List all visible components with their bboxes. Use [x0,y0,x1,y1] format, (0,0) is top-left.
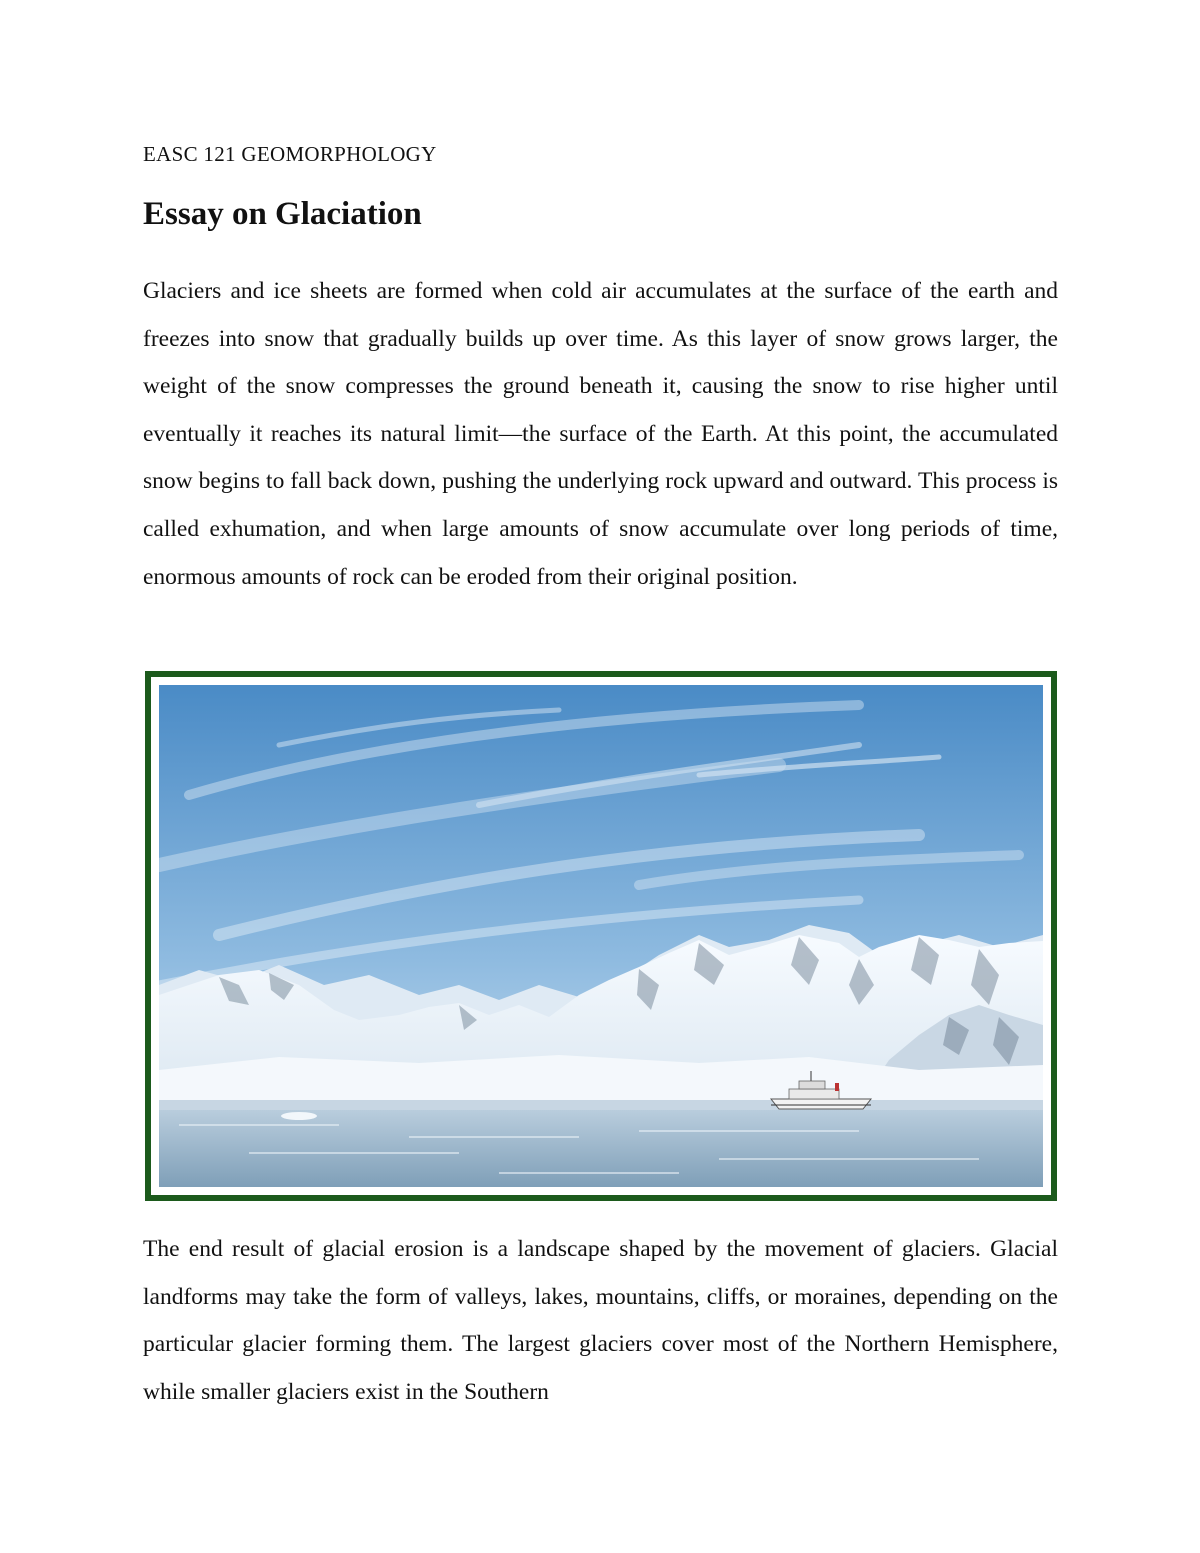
ice-floe [281,1112,317,1120]
glacier-photo [159,685,1043,1187]
essay-title: Essay on Glaciation [143,196,422,232]
paragraph-1: Glaciers and ice sheets are formed when cold air accumulates at the surface of the earth and freezes into snow that gradually builds up over time. As this layer of snow grows larger, the weight of the snow compresses the ground beneath it, causing the snow to rise higher until eventually it reaches its natural limit—the surface of the Earth. At this point, the accumulated snow begins to fall back down, pushing the underlying rock upward and outward. This process is called exhumation, and when large amounts of snow accumulate over long periods of time, enormous amounts of rock can be eroded from their original position. [143,278,1058,590]
paragraph-2: The end result of glacial erosion is a landscape shaped by the movement of glaciers. Glacial landforms may take the form of valleys, lakes, mountains, cliffs, or moraines, depending on the particular glacier forming them. The largest glaciers cover most of the Northern Hemisphere, while smaller glaciers exist in the Southern [143,1236,1058,1405]
water [159,1110,1043,1187]
course-heading: EASC 121 GEOMORPHOLOGY [143,142,437,166]
glacier-photo-frame [145,671,1057,1201]
glacier-landscape-illustration [159,685,1043,1187]
